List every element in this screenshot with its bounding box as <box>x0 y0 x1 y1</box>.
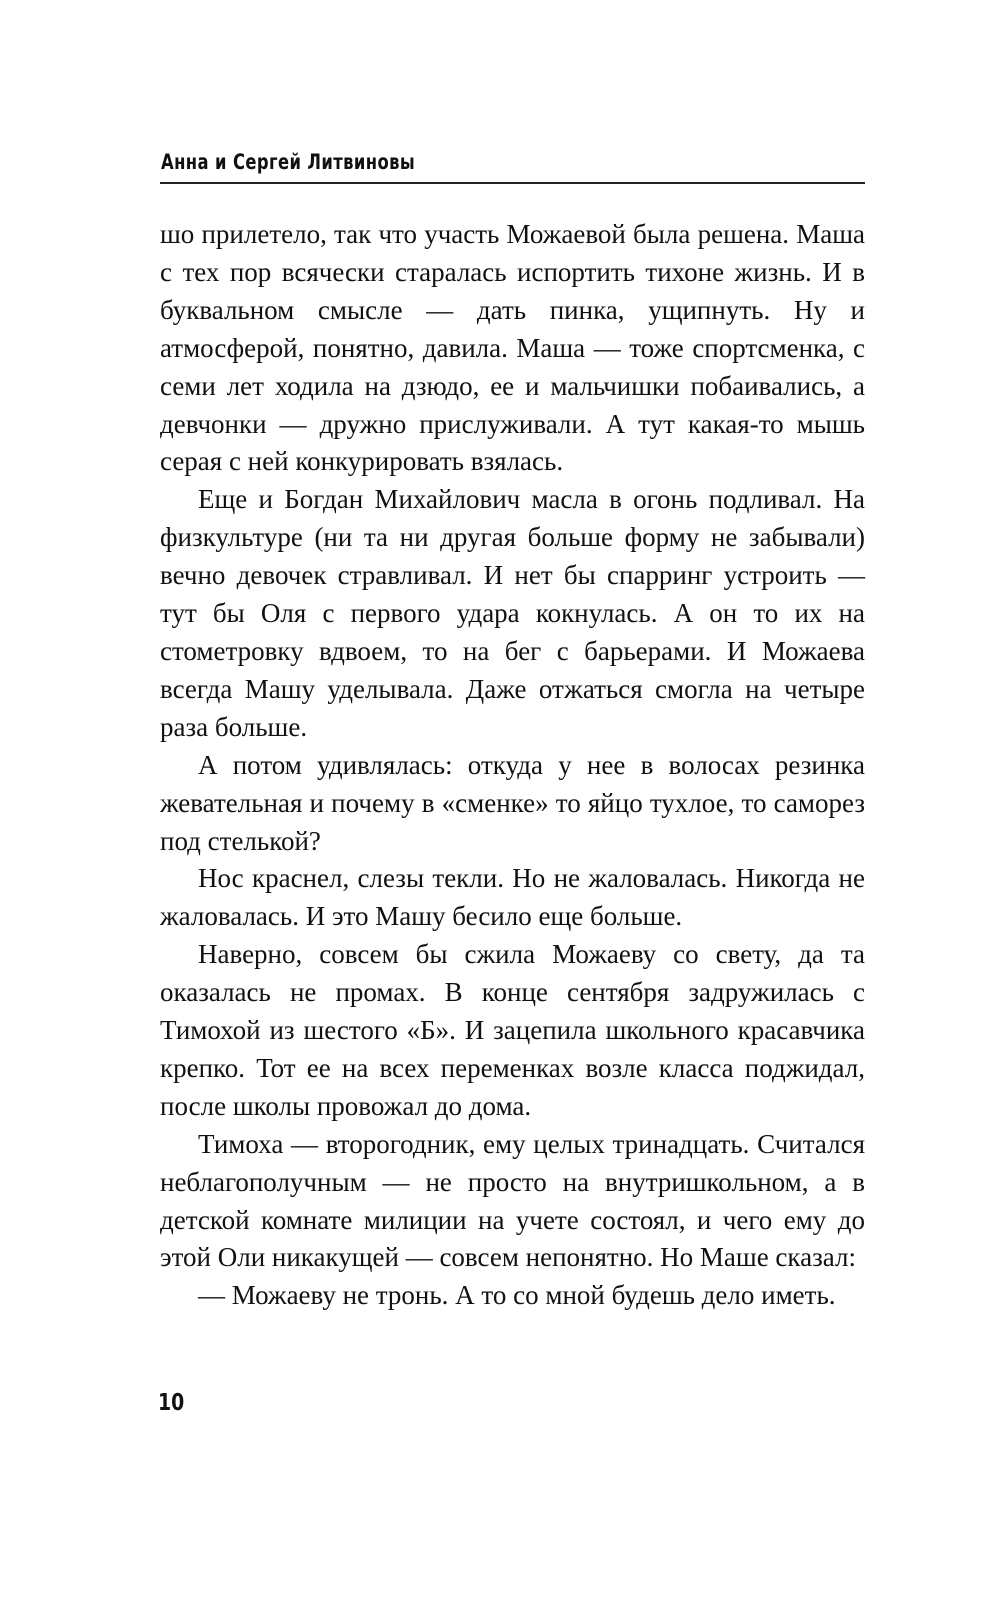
header-rule <box>160 182 865 184</box>
paragraph-5: Наверно, совсем бы сжила Можаеву со свету, да та оказалась не промах. В конце сентября задружилась с Тимохой из шестого «Б». И зацепила школьного красавчика крепко. Тот ее на всех переменках возле класса поджидал, после школы провожал до дома. <box>160 939 865 1121</box>
paragraph-6: Тимоха — второгодник, ему целых тринадцать. Считался неблагополучным — не просто на внутришкольном, а в детской комнате милиции на учете состоял, и чего ему до этой Оли никакущей — совсем непонятно. Но Маше сказал: <box>160 1128 865 1273</box>
paragraph-4: Нос краснел, слезы текли. Но не жаловалась. Никогда не жаловалась. И это Машу бесило еще больше. <box>160 863 865 932</box>
paragraph-3: А потом удивлялась: откуда у нее в волосах резинка жевательная и почему в «сменке» то яйцо тухлое, то саморез под стелькой? <box>160 749 865 856</box>
body-text <box>160 216 865 1315</box>
running-head: Анна и Сергей Литвиновы <box>161 150 416 174</box>
paragraph-7-dialogue: — Можаеву не тронь. А то со мной будешь дело иметь. <box>198 1280 836 1311</box>
paragraph-2: Еще и Богдан Михайлович масла в огонь подливал. На физкультуре (ни та ни другая больше форму не забывали) вечно девочек стравливал. И нет бы спарринг устроить — тут бы Оля с первого удара кокнулась. А он то их на стометровку вдвоем, то на бег с барьерами. И Можаева всегда Машу уделывала. Даже отжаться смогла на четыре раза больше. <box>160 484 865 742</box>
page-number: 10 <box>158 1390 185 1416</box>
paragraph-1: шо прилетело, так что участь Можаевой была решена. Маша с тех пор всячески старалась испортить тихоне жизнь. И в буквальном смысле — дать пинка, ущипнуть. Ну и атмосферой, понятно, давила. Маша — тоже спортсменка, с семи лет ходила на дзюдо, ее и мальчишки побаивались, а девчонки — дружно прислуживали. А тут какая-то мышь серая с ней конкурировать взялась. <box>160 219 865 477</box>
